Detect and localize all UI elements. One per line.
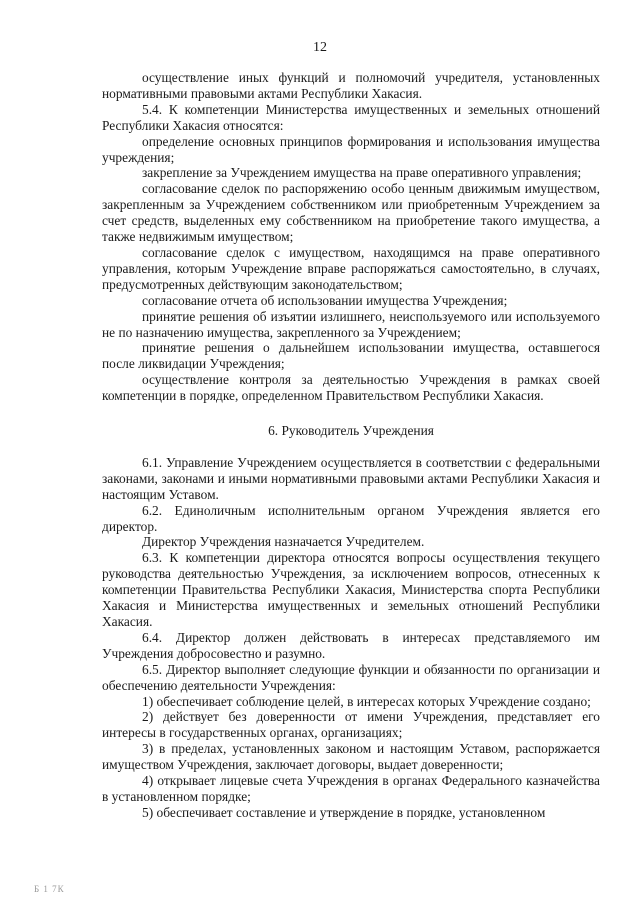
paragraph: 6.2. Единоличным исполнительным органом Учреждения является его директор.	[102, 502, 600, 534]
paragraph: 1) обеспечивает соблюдение целей, в интересах которых Учреждение создано;	[142, 693, 591, 709]
paragraph: согласование сделок по распоряжению особо ценным движимым имуществом, закрепленным за Учреждением собственником или приобретенным Учреждением за счет средств, выделенных ему собственником на приобретение такого имущества, а также недвижимым имуществом;	[102, 181, 600, 245]
paragraph: 5) обеспечивает составление и утверждение в порядке, установленном	[142, 804, 546, 820]
scan-footer-mark: Б 1 7К	[34, 884, 65, 894]
paragraph: принятие решения о дальнейшем использовании имущества, оставшегося после ликвидации Учреждения;	[102, 340, 600, 372]
paragraph: Директор Учреждения назначается Учредителем.	[142, 534, 425, 550]
paragraph: принятие решения об изъятии излишнего, неиспользуемого или используемого не по назначению имущества, закрепленного за Учреждением;	[102, 308, 600, 340]
paragraph: 6.1. Управление Учреждением осуществляется в соответствии с федеральными законами, законами и иными нормативными правовыми актами Республики Хакасия и настоящим Уставом.	[102, 454, 600, 502]
paragraph: закрепление за Учреждением имущества на праве оперативного управления;	[142, 165, 582, 181]
paragraph: 4) открывает лицевые счета Учреждения в органах Федерального казначейства в установленном порядке;	[102, 773, 600, 804]
paragraph: 6.5. Директор выполняет следующие функции и обязанности по организации и обеспечению деятельности Учреждения:	[102, 661, 600, 693]
paragraph: 6.4. Директор должен действовать в интересах представляемого им Учреждения добросовестно и разумно.	[102, 629, 600, 661]
paragraph: согласование сделок с имуществом, находящимся на праве оперативного управления, которым Учреждение вправе распоряжаться самостоятельно, в случаях, предусмотренных действующим законодательством;	[102, 244, 600, 292]
paragraph: 2) действует без доверенности от имени Учреждения, представляет его интересы в государственных органах, организациях;	[102, 709, 600, 741]
paragraph: 5.4. К компетенции Министерства имущественных и земельных отношений Республики Хакасия относятся:	[102, 101, 600, 133]
paragraph: осуществление иных функций и полномочий учредителя, установленных нормативными правовыми актами Республики Хакасия.	[102, 70, 600, 101]
paragraph: 3) в пределах, установленных законом и настоящим Уставом, распоряжается имуществом Учреждения, заключает договоры, выдает доверенности;	[102, 741, 600, 773]
paragraph: согласование отчета об использовании имущества Учреждения;	[142, 292, 508, 308]
paragraph: осуществление контроля за деятельностью Учреждения в рамках своей компетенции в порядке, определенном Правительством Республики Хакасия.	[102, 372, 600, 404]
section-heading: 6. Руководитель Учреждения	[268, 423, 434, 439]
paragraph: 6.3. К компетенции директора относятся вопросы осуществления текущего руководства деятельностью Учреждения, за исключением вопросов, отнесенных к компетенции Правительства Республики Хакасия, Министерства спорта Республики Хакасия и Министерства имущественных и земельных отношений Республики Хакасия.	[102, 550, 600, 629]
page-number: 12	[313, 40, 327, 55]
paragraph: определение основных принципов формирования и использования имущества учреждения;	[102, 133, 600, 165]
document-body	[102, 70, 600, 821]
